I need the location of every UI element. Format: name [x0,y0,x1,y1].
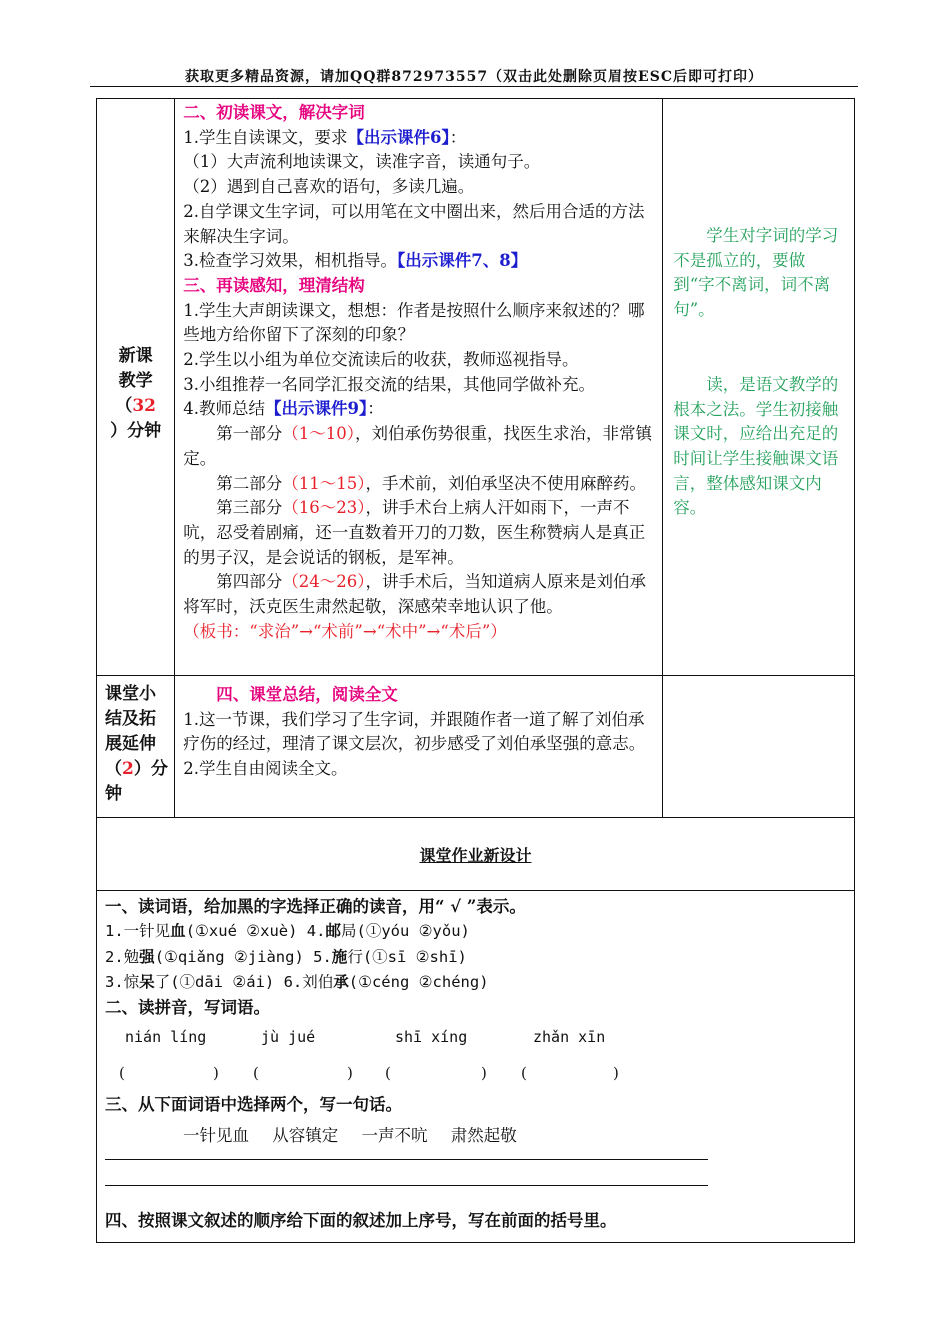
note-word-learning: 学生对字词的学习不是孤立的，要做到“字不离词，词不离句”。 [673,226,839,320]
blank-4-open[interactable]: ( [521,1064,527,1082]
writing-line-2[interactable] [105,1185,708,1186]
step-1a: （1）大声流利地读课文，读准字音，读通句子。 [183,152,541,172]
step-1b: （2）遇到自己喜欢的语句，多读几遍。 [183,177,475,197]
courseware-tag: 【出示课件6】 [347,127,450,147]
question-4: 四、按照课文叙述的顺序给下面的叙述加上序号，写在前面的括号里。 [105,1211,617,1230]
read-step-3: 3.小组推荐一名同学汇报交流的结果，其他同学做补充。 [183,374,596,394]
step-3: 3.检查学习效果，相机指导。【出示课件7、8】 [183,251,528,271]
q1-row-1: 1.一针见血(①xué ②xuè) 4.邮局(①yóu ②yǒu) [105,922,470,940]
question-2: 二、读拼音，写词语。 [105,997,270,1017]
lesson-plan-table [96,98,855,1243]
homework-title-row [97,818,855,891]
summary-step-2: 2.学生自由阅读全文。 [183,759,348,779]
summary-row [97,676,855,818]
summary-label-cell [97,676,175,818]
section-heading-2: 二、初读课文，解决字词 [183,103,365,122]
summary-step-1: 1.这一节课，我们学习了生字词，并跟随作者一道了解了刘伯承疗伤的经过，理清了课文层次，初步感受了刘伯承坚强的意志。 [183,709,646,754]
summary-label: 课堂小结及拓展延伸（2）分钟 [105,684,168,804]
section-heading-3: 三、再读感知，理清结构 [183,275,365,295]
homework-body [97,891,854,1242]
word-2: 从容镇定 [272,1126,339,1145]
homework-title: 课堂作业新设计 [419,846,532,865]
header-rule [90,86,858,87]
new-lesson-label-cell [97,99,175,676]
part-2: 第二部分（11～15），手术前，刘伯承坚决不使用麻醉药。 [216,473,647,493]
pinyin-4: zhǎn xīn [533,1028,606,1046]
new-lesson-row [97,99,855,676]
page-header[interactable]: 获取更多精品资源，请加QQ群872973557（双击此处删除页眉按ESC后即可打印） [185,69,763,85]
homework-body-row [97,891,855,1243]
part-1: 第一部分（1～10），刘伯承伤势很重，找医生求治，非常镇定。 [183,424,653,468]
summary-content-cell [175,676,663,818]
blank-3-close: ) [481,1064,487,1082]
word-1: 一针见血 [183,1126,249,1145]
pinyin-3: shī xíng [395,1028,468,1046]
section-heading-4: 四、课堂总结，阅读全文 [216,685,398,704]
pinyin-1: nián líng [125,1028,207,1046]
blank-2-close: ) [347,1064,353,1082]
blank-4-close: ) [613,1064,619,1082]
part-3: 第三部分（16～23），讲手术台上病人汗如雨下，一声不吭，忍受着剧痛，还一直数着开刀的刀数，医生称赞病人是真正的男子汉，是会说话的钢板，是军神。 [183,498,646,567]
word-choices [183,1122,535,1146]
question-3: 三、从下面词语中选择两个，写一句话。 [105,1095,402,1114]
minutes-value: 32 [132,396,156,416]
q1-row-2: 2.勉强(①qiǎng ②jiàng) 5.施行(①sī ②shī) [105,947,467,966]
new-lesson-content-cell [175,99,663,676]
courseware-tag: 【出示课件7、8】 [397,251,528,271]
part-4: 第四部分（24～26），讲手术后，当知道病人原来是刘伯承将军时，沃克医生肃然起敬，深感荣幸地认识了他。 [183,572,647,617]
blank-1-close: ) [213,1064,219,1082]
blank-3-open[interactable]: ( [385,1064,391,1082]
note-reading: 读，是语文教学的根本之法。学生初接触课文时，应给出充足的时间让学生接触课文语言，整体感知课文内容。 [673,374,839,518]
word-4: 肃然起敬 [450,1126,517,1145]
read-step-4: 4.教师总结【出示课件9】： [183,399,384,419]
step-2: 2.自学课文生字词，可以用笔在文中圈出来，然后用合适的方法来解决生字词。 [183,201,645,246]
courseware-tag: 【出示课件9】 [265,399,368,419]
new-lesson-label: 新课 教学 （32 ）分钟 [110,346,162,441]
new-lesson-notes-cell [663,99,855,676]
writing-line-1[interactable] [105,1159,708,1160]
question-1: 一、读词语，给加黑的字选择正确的读音，用“ √ ”表示。 [105,897,526,916]
blank-2-open[interactable]: ( [253,1064,259,1082]
q1-row-3: 3.惊呆了(①dāi ②ái) 6.刘伯承(①céng ②chéng) [105,973,489,991]
board-summary: （板书：“求治”→“术前”→“术中”→“术后”） [183,621,507,641]
read-step-2: 2.学生以小组为单位交流读后的收获，教师巡视指导。 [183,350,579,370]
blank-1-open[interactable]: ( [119,1064,125,1082]
summary-notes-cell [663,676,855,818]
word-3: 一声不吭 [361,1126,428,1145]
pinyin-2: jù jué [261,1028,316,1046]
read-step-1: 1.学生大声朗读课文，想想：作者是按照什么顺序来叙述的？哪些地方给你留下了深刻的印象？ [183,300,645,345]
step-1: 1.学生自读课文，要求【出示课件6】： [183,127,467,147]
